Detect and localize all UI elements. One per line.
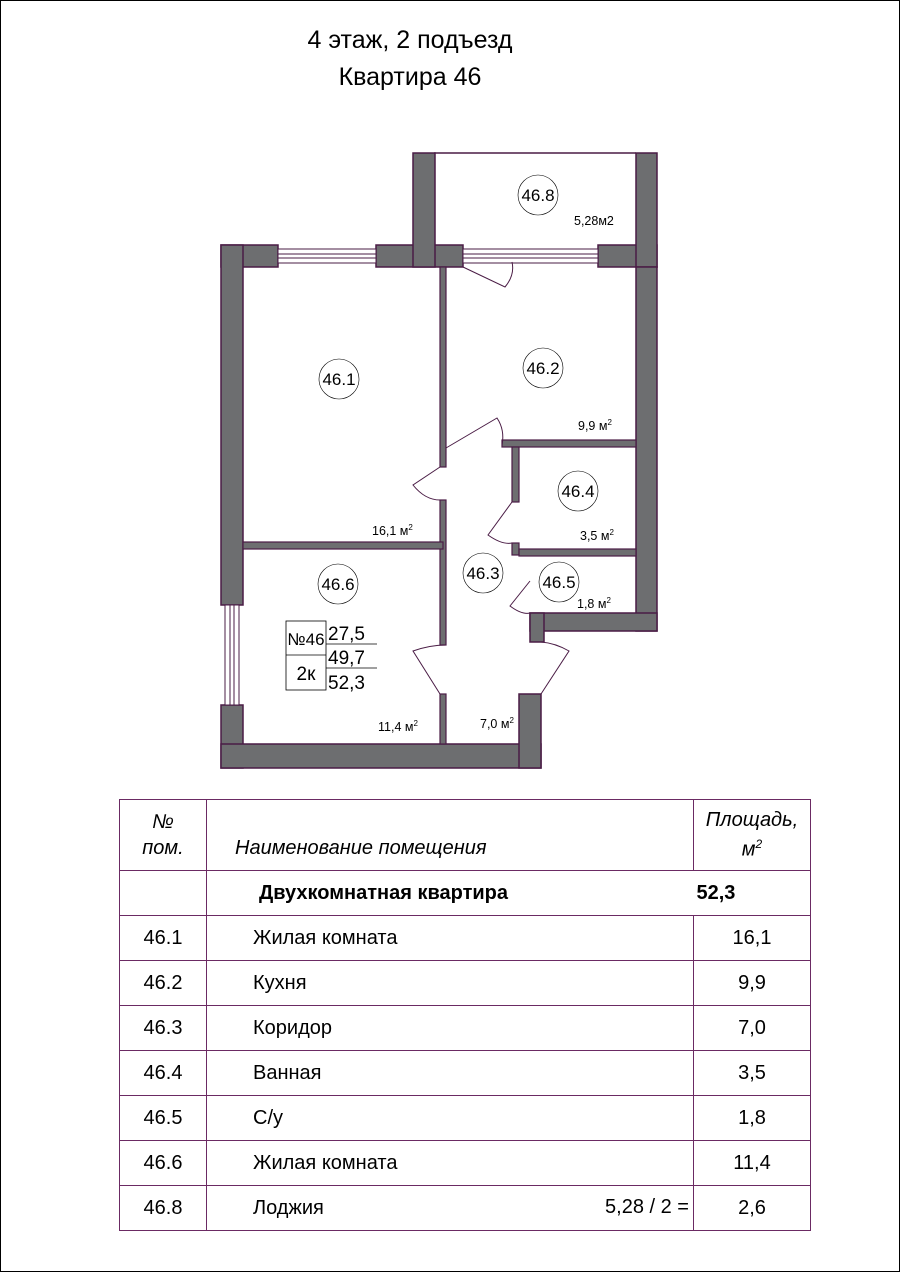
room-label-46-4 xyxy=(558,471,614,543)
svg-text:46.6: 46.6 xyxy=(321,575,355,594)
svg-text:9,9 м2: 9,9 $м^2$ xyxy=(578,418,612,433)
svg-text:46.5: 46.5 xyxy=(542,573,576,592)
table-row: 46.5 С/у 1,8 xyxy=(120,1096,811,1141)
apartment-title: Квартира 46 xyxy=(338,63,482,91)
apartment-badge xyxy=(286,621,377,694)
badge-number: №46 xyxy=(287,630,325,649)
room-label-46-2 xyxy=(523,348,612,433)
room-label-46-5 xyxy=(539,562,611,611)
table-row: 46.2 Кухня 9,9 xyxy=(120,961,811,1006)
badge-total-area: 49,7 xyxy=(328,648,365,669)
badge-type: 2к xyxy=(296,664,316,685)
table-row: 46.4 Ванная 3,5 xyxy=(120,1051,811,1096)
svg-text:16,1 м2: 16,1 $м^2$ xyxy=(372,523,413,538)
table-header-row xyxy=(120,800,811,871)
header-area: Площадь, $м^2$ xyxy=(694,800,811,871)
room-label-46-3 xyxy=(463,553,514,731)
header-number: № пом. xyxy=(120,800,207,871)
table-row: 46.8 Лоджия 5,28 / 2 = 2,6 xyxy=(120,1186,811,1231)
svg-text:1,8 м2: 1,8 $м^2$ xyxy=(577,596,611,611)
table-total-row xyxy=(120,871,811,916)
total-label: Двухкомнатная квартира xyxy=(207,871,694,916)
svg-text:5,28м2: 5,28м2 xyxy=(574,214,614,228)
header-room-name: Наименование помещения xyxy=(207,800,694,871)
room-label-46-1 xyxy=(319,359,413,538)
svg-text:7,0 м2: 7,0 $м^2$ xyxy=(480,716,514,731)
table-row: 46.1 Жилая комната 16,1 xyxy=(120,916,811,961)
svg-text:46.3: 46.3 xyxy=(466,564,500,583)
svg-text:46.8: 46.8 xyxy=(521,186,555,205)
svg-text:3,5 м2: 3,5 $м^2$ xyxy=(580,528,614,543)
svg-text:11,4 м2: 11,4 $м^2$ xyxy=(378,719,418,734)
floor-entrance-title: 4 этаж, 2 подъезд xyxy=(307,26,513,54)
table-row: 46.6 Жилая комната 11,4 xyxy=(120,1141,811,1186)
table-row: 46.3 Коридор 7,0 xyxy=(120,1006,811,1051)
room-label-46-8 xyxy=(518,175,614,228)
badge-living-area: 27,5 xyxy=(328,624,365,645)
badge-area-with-loggia: 52,3 xyxy=(328,673,365,694)
row-name: Лоджия xyxy=(253,1196,324,1219)
svg-text:46.1: 46.1 xyxy=(322,370,356,389)
total-value: 52,3 xyxy=(694,871,811,916)
svg-text:46.2: 46.2 xyxy=(526,359,560,378)
room-schedule-table xyxy=(119,799,811,1231)
loggia-area-formula: 5,28 / 2 = xyxy=(605,1196,689,1218)
svg-text:46.4: 46.4 xyxy=(561,482,595,501)
